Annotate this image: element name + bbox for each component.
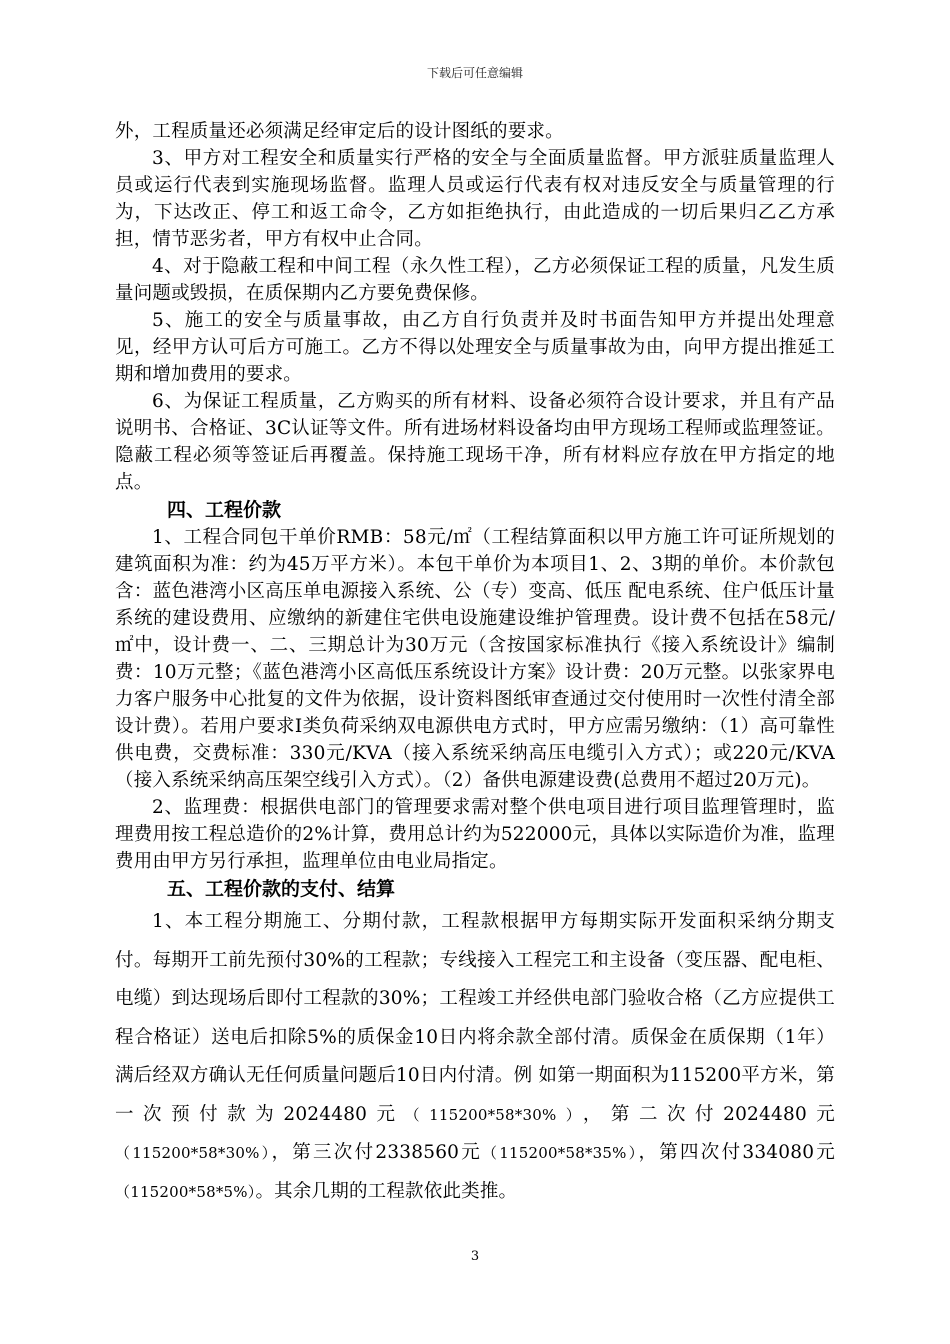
- text-run: ，第四次付334080元: [638, 1142, 835, 1163]
- formula-note: （115200*58*30%）: [404, 1105, 583, 1124]
- page-number: 3: [470, 1249, 480, 1264]
- formula-note: （115200*58*35%）: [482, 1144, 639, 1162]
- text-run: 1、本工程分期施工、分期付款，工程款根据甲方每期实际开发面积采纳分期支付。每期开工前先预付30%的工程款；专线接入工程完工和主设备（变压器、配电柜、电缆）到达现场后即付工程款的30%；工程竣工并经供电部门验收合格（乙方应提供工程合格证）送电后扣除5%的质保金10日内将余款全部付清。质保金在质保期（1年）满后经双方确认无任何质量问题后10日内付清。例 如第一期面积为115200平方米，第一次预付款为2024480元: [115, 911, 835, 1125]
- formula-note: （115200*58*30%）: [115, 1144, 272, 1162]
- paragraph: 外，工程质量还必须满足经审定后的设计图纸的要求。: [115, 121, 564, 142]
- text-run: ，第三次付2338560元: [271, 1142, 483, 1163]
- paragraph: 5、施工的安全与质量事故，由乙方自行负责并及时书面告知甲方并提出处理意见，经甲方认可后方可施工。乙方不得以处理安全与质量事故为由，向甲方提出推延工期和增加费用的要求。: [115, 310, 835, 385]
- paragraph: [115, 903, 835, 1211]
- text-run: 。其余几期的工程款依此类推。: [255, 1180, 518, 1202]
- paragraph: 4、对于隐蔽工程和中间工程（永久性工程），乙方必须保证工程的质量，凡发生质量问题或毁损，在质保期内乙方要免费保修。: [115, 256, 835, 304]
- paragraph: 3、甲方对工程安全和质量实行严格的安全与全面质量监督。甲方派驻质量监理人员或运行代表到实施现场监督。监理人员或运行代表有权对违反安全与质量管理的行为，下达改正、停工和返工命令，乙方如拒绝执行，由此造成的一切后果归乙乙方承担，情节恶劣者，甲方有权中止合同。: [115, 148, 835, 250]
- text-run: ，第二次付2024480元: [582, 1103, 835, 1125]
- section-heading: 四、工程价款: [167, 499, 282, 521]
- page-header: 下载后可任意编辑: [426, 66, 523, 80]
- formula-note: （115200*58*5%）: [115, 1182, 256, 1201]
- paragraph: 6、为保证工程质量，乙方购买的所有材料、设备必须符合设计要求，并且有产品说明书、合格证、3C认证等文件。所有进场材料设备均由甲方现场工程师或监理签证。隐蔽工程必须等签证后再覆盖。保持施工现场干净，所有材料应存放在甲方指定的地点。: [115, 391, 835, 493]
- paragraph: 2、监理费：根据供电部门的管理要求需对整个供电项目进行项目监理管理时，监理费用按工程总造价的2%计算，费用总计约为522000元，具体以实际造价为准，监理费用由甲方另行承担，监理单位由电业局指定。: [115, 797, 835, 872]
- paragraph: 1、工程合同包干单价RMB：58元/㎡（工程结算面积以甲方施工许可证所规划的建筑面积为准：约为45万平方米）。本包干单价为本项目1、2、3期的单价。本价款包含：蓝色港湾小区高压单电源接入系统、公（专）变高、低压 配电系统、住户低压计量系统的建设费用、应缴纳的新建住宅供电设施建设维护管理费。设计费不包括在58元/㎡中，设计费一、二、三期总计为30万元（含按国家标准执行《接入系统设计》编制费：10万元整；《蓝色港湾小区高低压系统设计方案》设计费：20万元整。以张家界电力客户服务中心批复的文件为依据，设计资料图纸审查通过交付使用时一次性付清全部设计费）。若用户要求I类负荷采纳双电源供电方式时，甲方应需另缴纳：（1）高可靠性供电费，交费标准：330元/KVA（接入系统采纳高压电缆引入方式）；或220元/KVA（接入系统采纳高压架空线引入方式）。（2）备供电源建设费(总费用不超过20万元)。: [115, 527, 835, 791]
- document-body: [115, 118, 835, 1211]
- section-heading: 五、工程价款的支付、结算: [167, 878, 396, 900]
